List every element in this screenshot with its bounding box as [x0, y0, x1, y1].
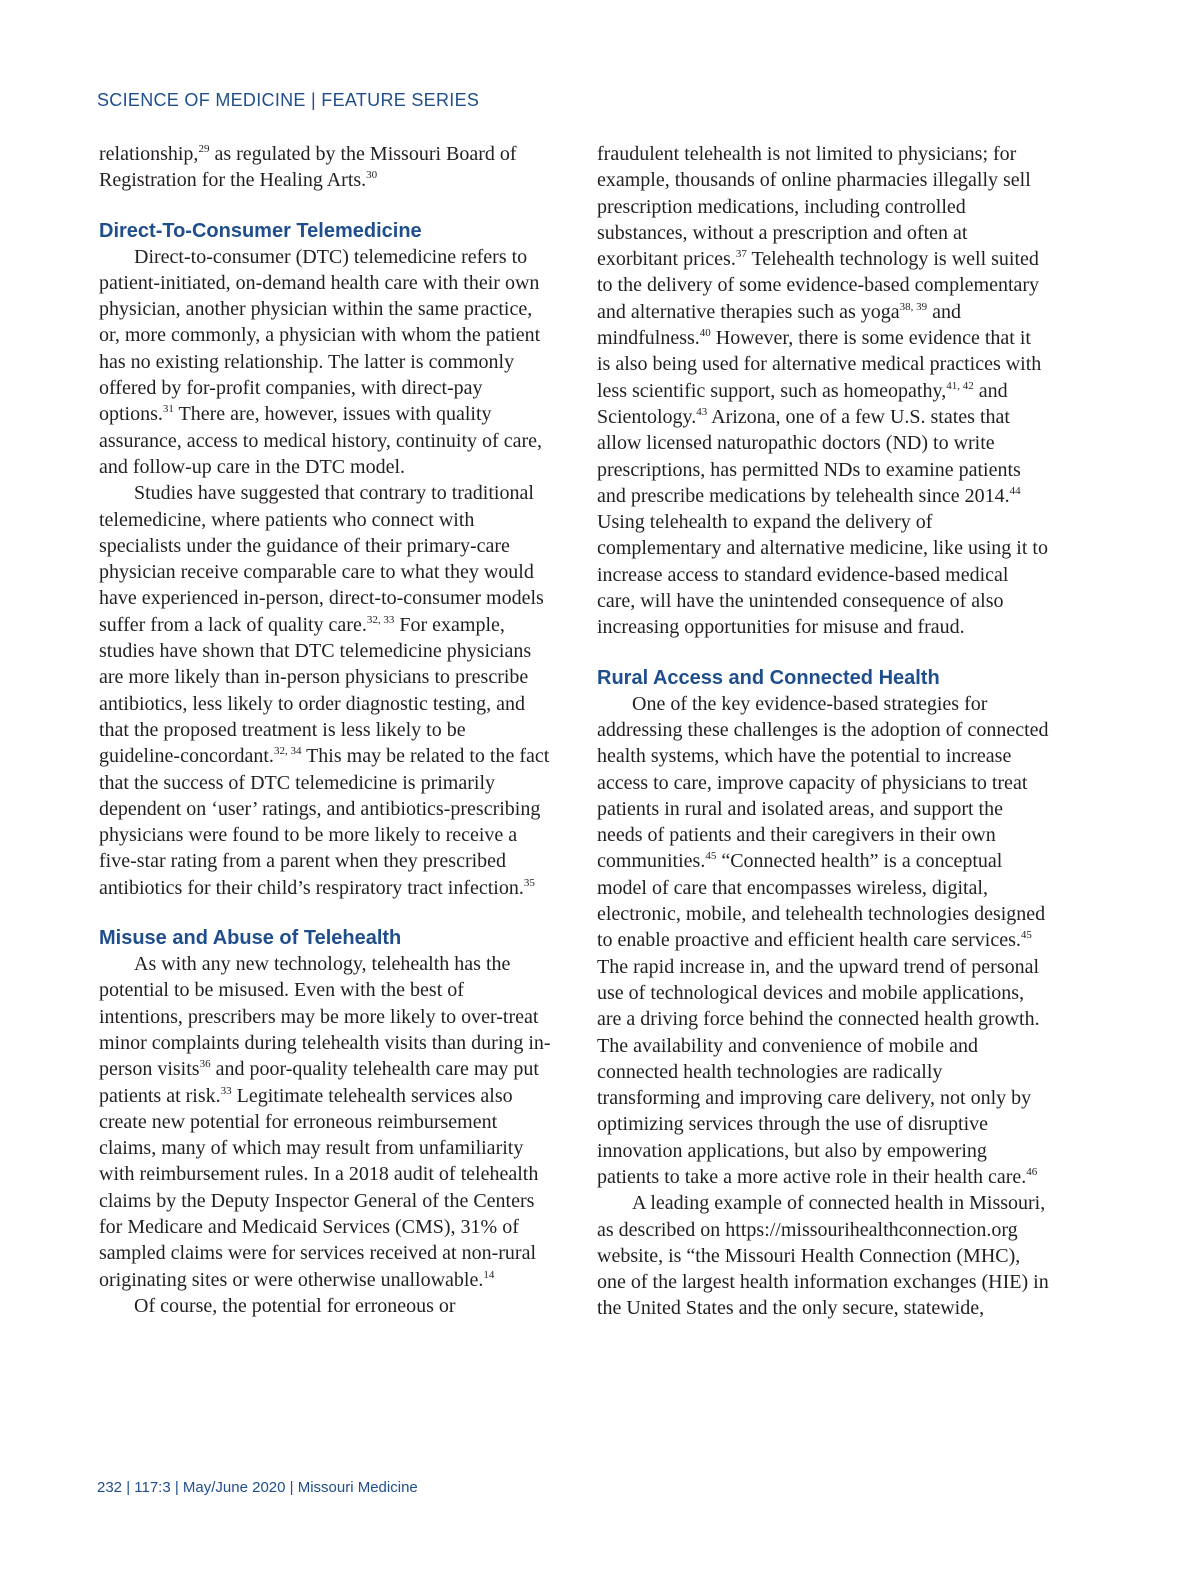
citation: 45 — [1020, 929, 1032, 942]
paragraph-dtc-definition: Direct-to-consumer (DTC) telemedicine refers to patient-initiated, on-demand health care with their own physician, another physician within the same practice, or, more commonly, a physician with whom the patient has no existing relationship. The latter is commonly offered by for-profit companies, with direct-pay options.$^{31}$ There are, however, issues with quality assurance, access to medical history, continuity of care, and follow-up care in the DTC model. — [99, 245, 542, 478]
section-heading-rural: Rural Access and Connected Health — [597, 666, 940, 689]
citation: 33 — [220, 1084, 232, 1097]
citation: 31 — [162, 403, 174, 416]
citation: 43 — [696, 405, 708, 418]
running-head: SCIENCE OF MEDICINE | FEATURE SERIES — [97, 90, 480, 110]
paragraph-misuse-erroneous: Of course, the potential for erroneous or — [134, 1294, 456, 1317]
page-footer: 232 | 117:3 | May/June 2020 | Missouri Medicine — [97, 1479, 418, 1496]
paragraph-connected-health: One of the key evidence-based strategies for addressing these challenges is the adoption of connected health systems, which have the potential to increase access to care, improve capacity of physicians to treat patients in rural and isolated areas, and support the needs of patients and their caregivers in their own communities.$^{45}$ “Connected health” is a conceptual model of care that encompasses wireless, digital, electronic, mobile, and telehealth technologies designed to enable proactive and efficient health care services.$^{45}$ The rapid increase in, and the upward trend of personal use of technological devices and mobile applications, are a driving force behind the connected health growth. The availability and convenience of mobile and connected health technologies are radically transforming and improving care delivery, not only by optimizing services through the use of disruptive innovation applications, but also by empowering patients to take a more active role in their health care.$^{46}$ — [597, 692, 1049, 1188]
citation: 46 — [1026, 1165, 1038, 1178]
citation: 36 — [199, 1058, 211, 1071]
paragraph-fraud-continuation: fraudulent telehealth is not limited to physicians; for example, thousands of online pharmacies illegally sell prescription medications, including controlled substances, without a prescription and often at exorbitant prices.$^{37}$ Telehealth technology is well suited to the delivery of some evidence-based complementary and alternative therapies such as yoga$^{38, 39}$ and mindfulness.$^{40}$ However, there is some evidence that it is also being used for alternative medical practices with less scientific support, such as homeopathy,$^{41, 42}$ and Scientology.$^{43}$ Arizona, one of a few U.S. states that allow licensed naturopathic doctors (ND) to write prescriptions, has permitted NDs to examine patients and prescribe medications by telehealth since 2014.44 Using telehealth to expand the delivery of complementary and alternative medicine, like using it to increase access to standard evidence-based medical care, will have the unintended consequence of also increasing opportunities for misuse and fraud. — [597, 143, 1048, 639]
citation: 32, 34 — [273, 745, 302, 758]
paragraph-mhc-example: A leading example of connected health in Missouri, as described on https://missourihealthconnection.org website, is “the Missouri Health Connection (MHC), one of the largest health information exchanges (HIE) in the United States and the only secure, statewide, — [597, 1192, 1049, 1320]
citation: 45 — [705, 850, 717, 863]
citation: 35 — [523, 876, 535, 889]
section-heading-misuse: Misuse and Abuse of Telehealth — [99, 927, 402, 950]
citation: 29 — [198, 143, 210, 155]
left-column — [99, 141, 551, 1319]
paragraph-misuse: As with any new technology, telehealth has the potential to be misused. Even with the best of intentions, prescribers may be more likely to over-treat minor complaints during telehealth visits than during in-person visits$^{36}$ and poor-quality telehealth care may put patients at risk.$^{33}$ Legitimate telehealth services also create new potential for erroneous reimbursement claims, many of which may result from unfamiliarity with reimbursement rules. In a 2018 audit of telehealth claims by the Deputy Inspector General of the Centers for Medicare and Medicaid Services (CMS), 31% of sampled claims were for services received at non-rural originating sites or were otherwise unallowable.$^{14}$ — [99, 953, 551, 1291]
citation: 32, 33 — [366, 613, 395, 626]
citation: 37 — [735, 248, 747, 261]
section-heading-dtc: Direct-To-Consumer Telemedicine — [99, 219, 422, 242]
citation: 41, 42 — [946, 379, 974, 392]
citation: 38, 39 — [899, 300, 928, 313]
citation: 40 — [699, 327, 711, 340]
citation: 14 — [483, 1268, 495, 1281]
citation: 44 — [1009, 484, 1021, 497]
paragraph-dtc-quality: Studies have suggested that contrary to traditional telemedicine, where patients who connect with specialists under the guidance of their primary-care physician receive comparable care to what they would have experienced in-person, direct-to-consumer models suffer from a lack of quality care.$^{32, 33}$ For example, studies have shown that DTC telemedicine physicians are more likely than in-person physicians to prescribe antibiotics, less likely to order diagnostic testing, and that the proposed treatment is less likely to be guideline-concordant.$^{32, 34}$ This may be related to the fact that the success of DTC telemedicine is primarily dependent on ‘user’ ratings, and antibiotics-prescribing physicians were found to be more likely to receive a five-star rating from a parent when they prescribed antibiotics for their child’s respiratory tract infection.$^{35}$ — [99, 482, 550, 899]
right-column — [597, 141, 1049, 1322]
citation: 30 — [366, 169, 378, 182]
paragraph-continuation: relationship,$^{29}$ as regulated by the Missouri Board of Registration for the Healing Arts.$^{30}$ — [99, 143, 517, 192]
